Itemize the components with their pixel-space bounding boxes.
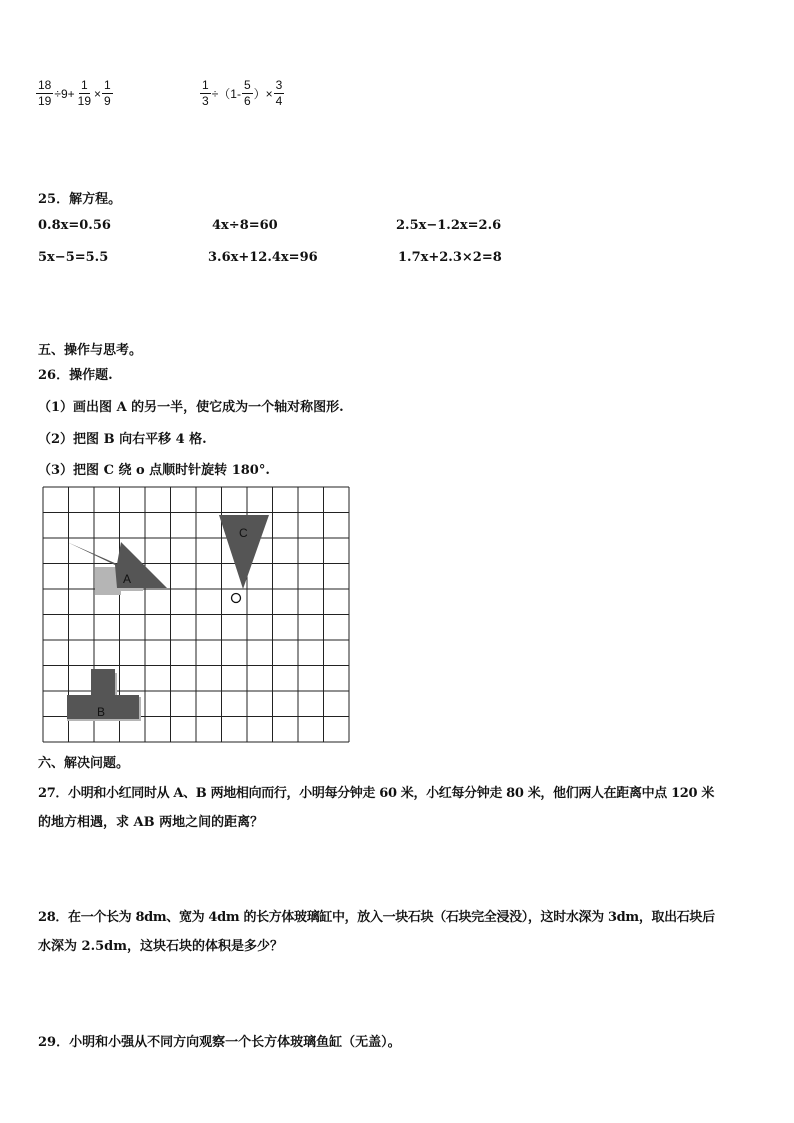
equation: 3.6x+12.4x=96: [208, 250, 318, 265]
equation: 5x−5=5.5: [38, 250, 109, 265]
question-26-item-3: （3）把图 C 绕 o 点顺时针旋转 180°.: [38, 463, 270, 478]
question-27-line-1: 27．小明和小红同时从 A、B 两地相向而行，小明每分钟走 60 米，小红每分钟走 80 米，他们两人在距离中点 120 米: [38, 786, 714, 801]
question-28-line-2: 水深为 2.5dm，这块石块的体积是多少？: [38, 939, 283, 954]
fraction: $\frac{18}{19}$: [38, 78, 52, 108]
fraction: $\frac{1}{9}$: [104, 78, 111, 108]
section-5-heading: 五、操作与思考。: [38, 343, 143, 358]
equation: 2.5x−1.2x=2.6: [396, 218, 502, 233]
shape-a-label: A: [123, 572, 132, 586]
calc-expression-2: $\frac{1}{3}$ ÷（1- $\frac{5}{6}$ ）× $\frac{3}{4}$: [202, 78, 283, 108]
equation: 1.7x+2.3×2=8: [398, 250, 502, 265]
shape-b-label: B: [97, 705, 106, 719]
shape-c-label: C: [239, 526, 248, 540]
equation: 0.8x=0.56: [38, 218, 111, 233]
question-26-item-2: （2）把图 B 向右平移 4 格.: [38, 432, 207, 447]
fraction: $\frac{1}{19}$: [77, 78, 91, 108]
grid-figure: [41, 485, 353, 749]
fraction: $\frac{5}{6}$: [243, 78, 251, 108]
equation: 4x÷8=60: [212, 218, 278, 233]
question-26-title: 26．操作题.: [38, 368, 113, 383]
shape-a: [67, 542, 167, 588]
question-27-line-2: 的地方相遇，求 AB 两地之间的距离？: [38, 815, 264, 830]
question-26-item-1: （1）画出图 A 的另一半，使它成为一个轴对称图形.: [38, 400, 344, 415]
fraction: $\frac{1}{3}$: [202, 78, 209, 108]
question-29-line-1: 29．小明和小强从不同方向观察一个长方体玻璃鱼缸（无盖）。: [38, 1035, 401, 1050]
question-25-title: 25．解方程。: [38, 192, 122, 207]
fraction: $\frac{3}{4}$: [275, 78, 283, 108]
rotation-point-o: [232, 594, 241, 603]
calc-expression-1: $\frac{18}{19}$ ÷9+ $\frac{1}{19}$ × $\frac{1}{9}$: [38, 78, 111, 108]
question-28-line-1: 28．在一个长为 8dm、宽为 4dm 的长方体玻璃缸中，放入一块石块（石块完全浸没），这时水深为 3dm，取出石块后: [38, 910, 715, 925]
section-6-heading: 六、解决问题。: [38, 756, 130, 771]
